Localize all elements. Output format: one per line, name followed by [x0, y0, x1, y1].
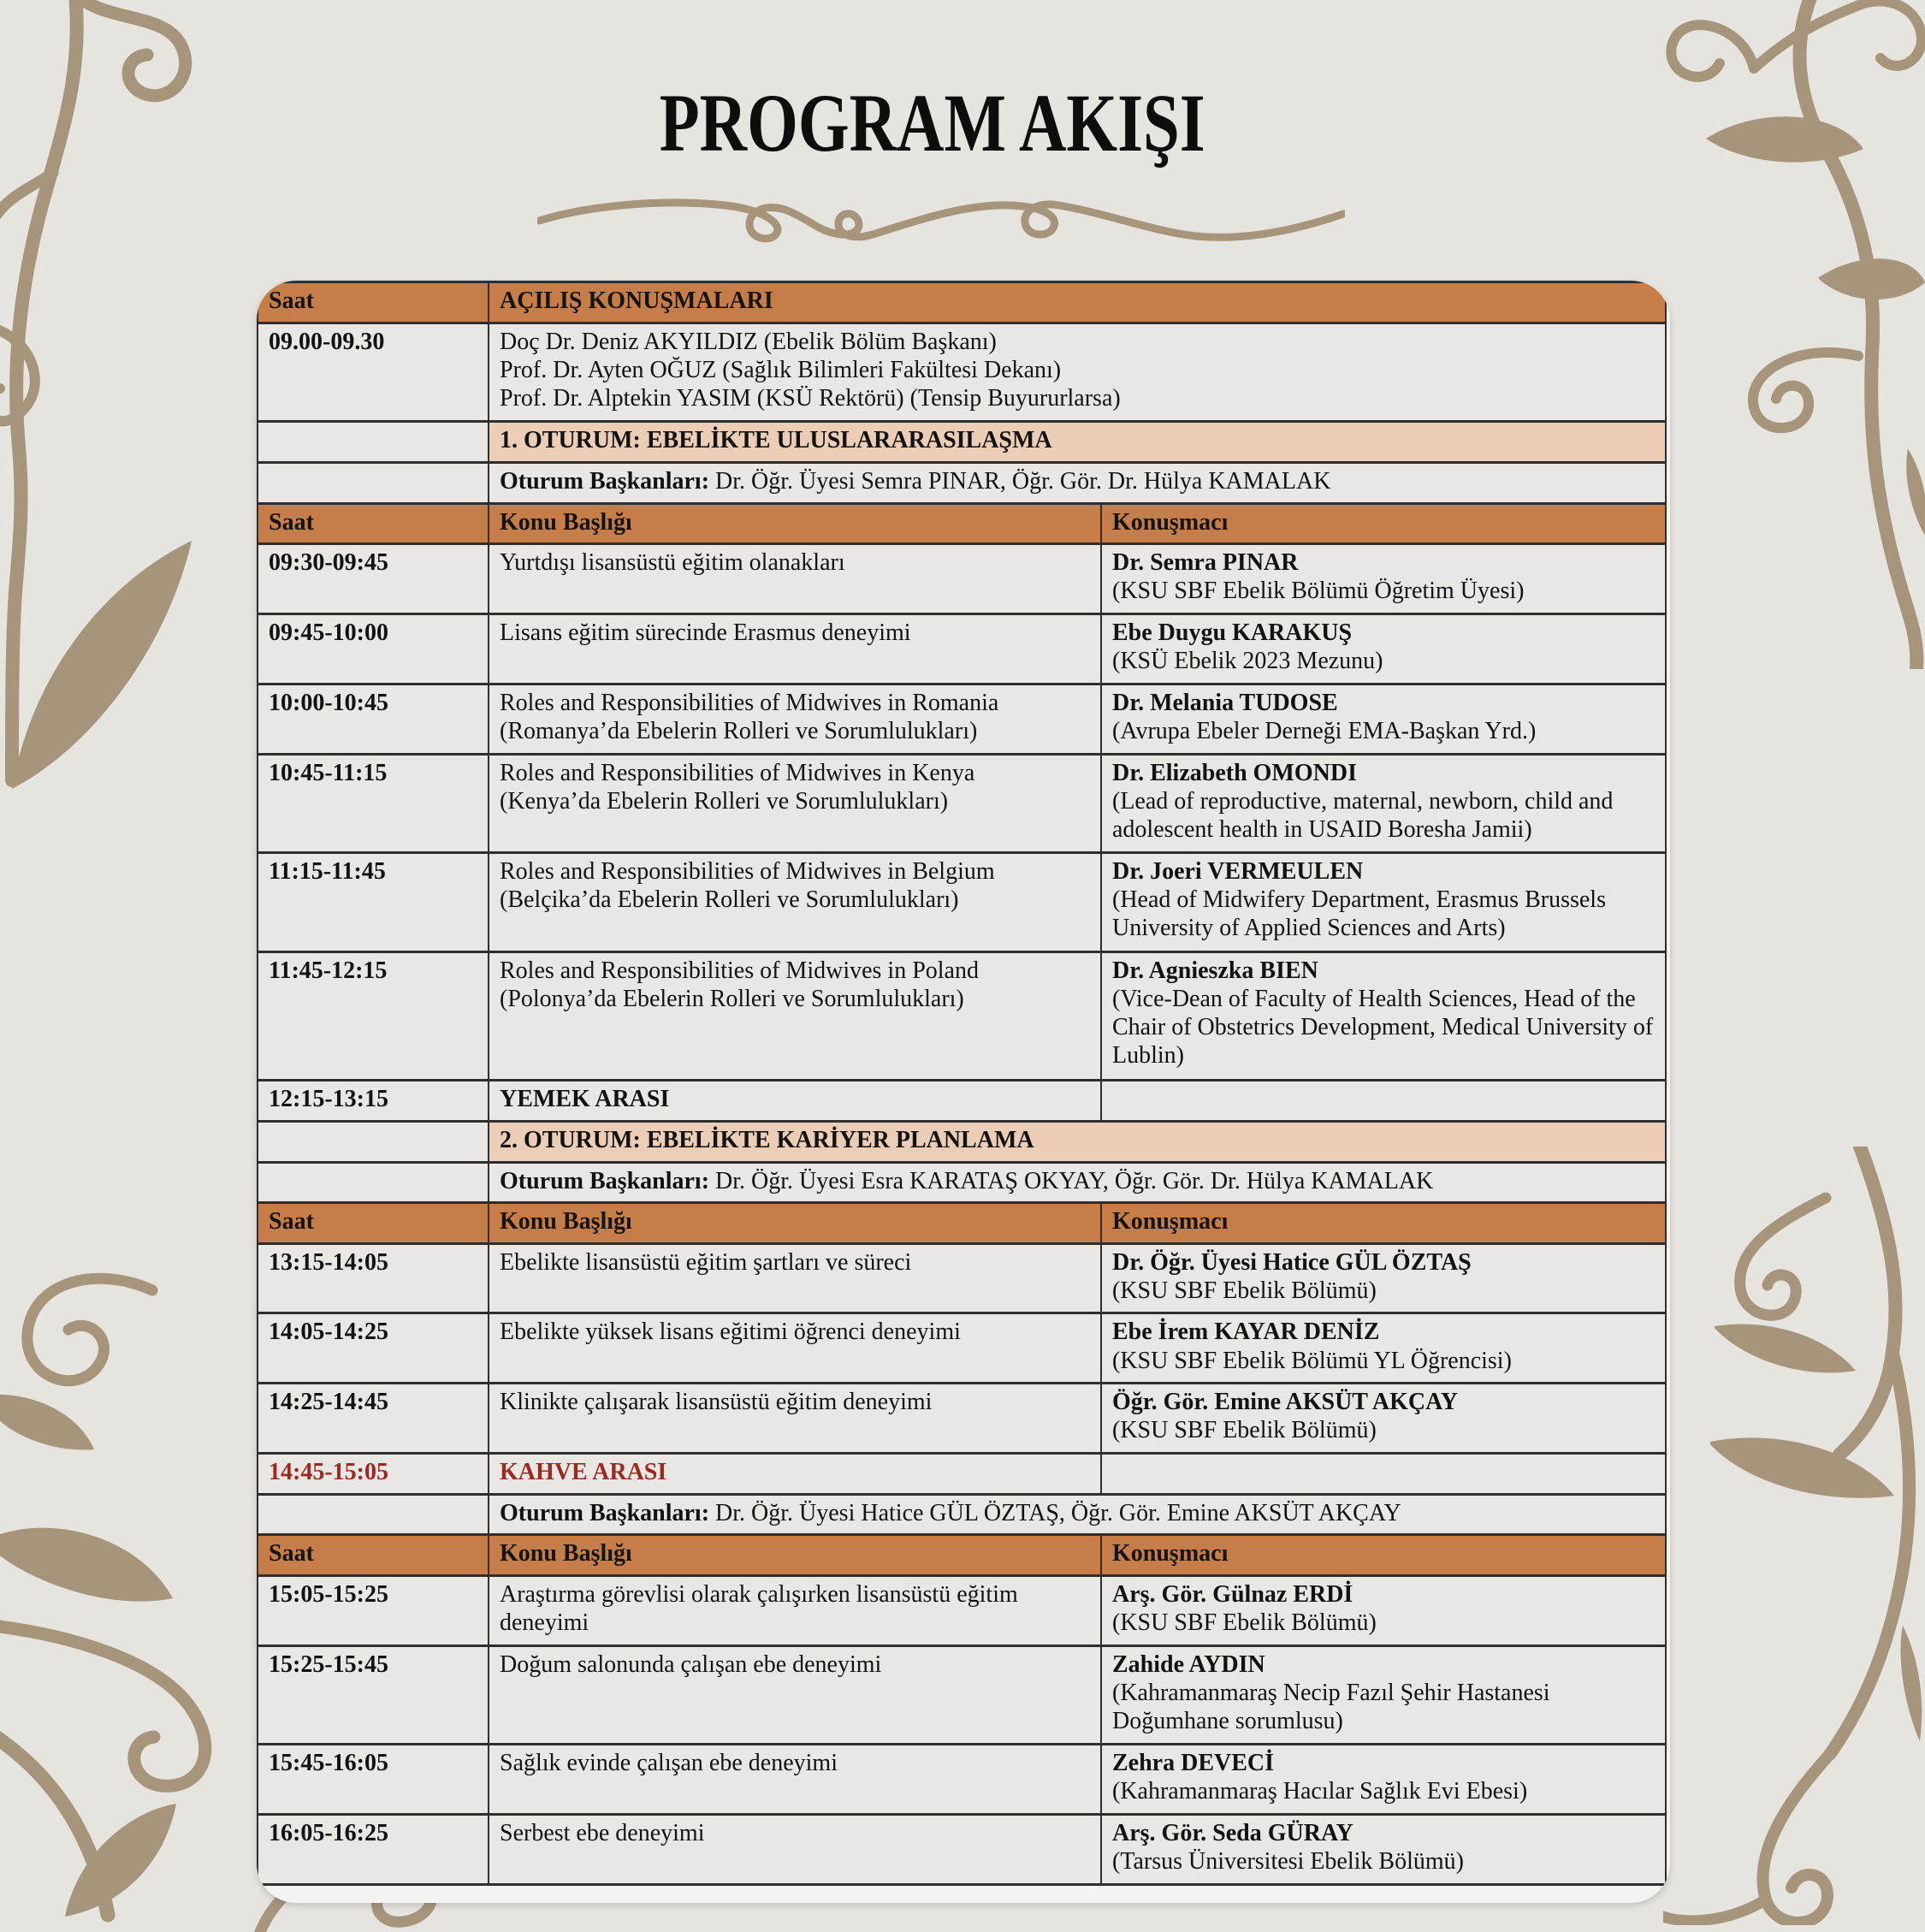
talk-speaker-cell [1101, 614, 1666, 684]
speaker-affiliation: (KSÜ Ebelik 2023 Mezunu) [1112, 648, 1383, 675]
talk-speaker-cell [1101, 853, 1666, 952]
talk-topic-line: Ebelikte lisansüstü eğitim şartları ve süreci [500, 1248, 912, 1276]
talk-time-cell: 09:45-10:00 [258, 614, 489, 684]
table-row-talk [258, 1645, 1666, 1745]
column-header-speaker: Konuşmacı [1101, 503, 1666, 544]
opening-time-cell: 09.00-09.30 [258, 323, 489, 422]
session-chairs-cell [489, 1494, 1666, 1535]
speaker-name: Ebe Duygu KARAKUŞ [1112, 619, 1353, 647]
speaker-name: Dr. Öğr. Üyesi Hatice GÜL ÖZTAŞ [1112, 1248, 1472, 1276]
speaker-affiliation: (Tarsus Üniversitesi Ebelik Bölümü) [1112, 1848, 1464, 1876]
talk-topic-cell [489, 754, 1101, 853]
column-header-speaker: Konuşmacı [1101, 1535, 1666, 1576]
speaker-affiliation: (Kahramanmaraş Hacılar Sağlık Evi Ebesi) [1112, 1778, 1528, 1805]
page-title: PROGRAM AKIŞI [660, 77, 1205, 169]
talk-time-cell: 14:05-14:25 [258, 1313, 489, 1384]
table-row-column-header [258, 1203, 1666, 1244]
table-row-column-header [258, 503, 1666, 544]
table-row-session-title [258, 422, 1666, 463]
empty-time-cell [258, 1494, 489, 1535]
column-header-time: Saat [258, 503, 489, 544]
chairs-label: Oturum Başkanları: [500, 468, 710, 495]
talk-speaker-cell [1101, 1243, 1666, 1313]
talk-topic-line: (Belçika’da Ebelerin Rolleri ve Sorumlulukları) [500, 886, 959, 914]
talk-speaker-cell [1101, 1815, 1666, 1885]
session-chairs-cell [489, 463, 1666, 504]
opening-speaker-line: Prof. Dr. Ayten OĞUZ (Sağlık Bilimleri Fakültesi Dekanı) [500, 356, 1062, 383]
talk-topic-line: (Polonya’da Ebelerin Rolleri ve Sorumlulukları) [500, 986, 964, 1013]
program-table [257, 281, 1667, 1886]
empty-time-cell [258, 1121, 489, 1162]
talk-topic-cell [489, 853, 1101, 952]
empty-time-cell [258, 463, 489, 504]
talk-speaker-cell [1101, 1575, 1666, 1645]
program-card [257, 281, 1670, 1903]
talk-topic-line: Yurtdışı lisansüstü eğitim olanakları [500, 549, 845, 577]
talk-topic-line: Roles and Responsibilities of Midwives in Poland [500, 957, 979, 985]
break-time-cell: 14:45-15:05 [258, 1453, 489, 1494]
talk-speaker-cell [1101, 1384, 1666, 1454]
talk-topic-cell [489, 1815, 1101, 1885]
speaker-affiliation: (KSU SBF Ebelik Bölümü Öğretim Üyesi) [1112, 578, 1525, 605]
table-row-talk [258, 952, 1666, 1081]
column-header-speaker: Konuşmacı [1101, 1203, 1666, 1244]
speaker-affiliation: (Kahramanmaraş Necip Fazıl Şehir Hastanesi Doğumhane sorumlusu) [1112, 1679, 1550, 1734]
session-title-cell: 1. OTURUM: EBELİKTE ULUSLARARASILAŞMA [489, 422, 1666, 463]
talk-speaker-cell [1101, 754, 1666, 853]
break-time-cell: 12:15-13:15 [258, 1081, 489, 1122]
column-header-topic: Konu Başlığı [489, 1203, 1101, 1244]
chairs-names: Dr. Öğr. Üyesi Hatice GÜL ÖZTAŞ, Öğr. Gör. Emine AKSÜT AKÇAY [709, 1499, 1401, 1526]
column-header-topic: Konu Başlığı [489, 503, 1101, 544]
talk-topic-cell [489, 1243, 1101, 1313]
talk-topic-line: Araştırma görevlisi olarak çalışırken lisansüstü eğitim deneyimi [500, 1580, 1018, 1636]
talk-topic-line: Sağlık evinde çalışan ebe deneyimi [500, 1750, 838, 1777]
talk-topic-line: Klinikte çalışarak lisansüstü eğitim deneyimi [500, 1389, 933, 1416]
table-row-talk [258, 1384, 1666, 1454]
break-title-cell: KAHVE ARASI [489, 1453, 1101, 1494]
talk-topic-cell [489, 614, 1101, 684]
break-title-cell: YEMEK ARASI [489, 1081, 1101, 1122]
table-row-talk [258, 684, 1666, 754]
talk-time-cell: 11:45-12:15 [258, 952, 489, 1081]
table-row-session-title [258, 1121, 1666, 1162]
speaker-affiliation: (KSU SBF Ebelik Bölümü) [1112, 1417, 1377, 1444]
opening-speaker-line: Doç Dr. Deniz AKYILDIZ (Ebelik Bölüm Başkanı) [500, 328, 997, 355]
talk-topic-cell [489, 684, 1101, 754]
speaker-name: Arş. Gör. Gülnaz ERDİ [1112, 1580, 1353, 1608]
floral-vine-right-icon [1663, 1147, 1925, 1925]
table-row-talk [258, 1313, 1666, 1384]
speaker-name: Ebe İrem KAYAR DENİZ [1112, 1319, 1380, 1346]
break-empty-cell [1101, 1081, 1666, 1122]
talk-time-cell: 15:05-15:25 [258, 1575, 489, 1645]
column-header-time: Saat [258, 1203, 489, 1244]
talk-topic-line: Roles and Responsibilities of Midwives in Romania [500, 689, 999, 716]
speaker-affiliation: (Vice-Dean of Faculty of Health Sciences, Head of the Chair of Obstetrics Development, Medical University of Lublin) [1112, 986, 1654, 1070]
opening-header-title: AÇILIŞ KONUŞMALARI [489, 282, 1666, 323]
talk-speaker-cell [1101, 684, 1666, 754]
speaker-affiliation: (KSU SBF Ebelik Bölümü) [1112, 1277, 1377, 1304]
talk-speaker-cell [1101, 544, 1666, 614]
table-row-talk [258, 1815, 1666, 1885]
speaker-name: Zahide AYDIN [1112, 1650, 1265, 1678]
talk-topic-cell [489, 952, 1101, 1081]
talk-topic-line: (Romanya’da Ebelerin Rolleri ve Sorumlulukları) [500, 717, 978, 744]
talk-time-cell: 10:00-10:45 [258, 684, 489, 754]
table-row-talk [258, 544, 1666, 614]
empty-time-cell [258, 1162, 489, 1203]
table-row-talk [258, 1575, 1666, 1645]
talk-time-cell: 10:45-11:15 [258, 754, 489, 853]
speaker-name: Zehra DEVECİ [1112, 1750, 1275, 1777]
talk-speaker-cell [1101, 952, 1666, 1081]
speaker-name: Dr. Semra PINAR [1112, 549, 1299, 577]
talk-speaker-cell [1101, 1313, 1666, 1384]
table-row-chairs [258, 1162, 1666, 1203]
talk-topic-cell [489, 1745, 1101, 1815]
table-row-talk [258, 1243, 1666, 1313]
talk-time-cell: 15:25-15:45 [258, 1645, 489, 1745]
program-table-body [258, 282, 1666, 1885]
talk-topic-cell [489, 544, 1101, 614]
speaker-name: Dr. Melania TUDOSE [1112, 689, 1338, 716]
empty-time-cell [258, 422, 489, 463]
table-row-opening-header [258, 282, 1666, 323]
table-row-column-header [258, 1535, 1666, 1576]
table-row-talk [258, 853, 1666, 952]
talk-topic-line: Lisans eğitim sürecinde Erasmus deneyimi [500, 619, 911, 647]
table-row-chairs [258, 1494, 1666, 1535]
talk-time-cell: 15:45-16:05 [258, 1745, 489, 1815]
talk-topic-line: Ebelikte yüksek lisans eğitimi öğrenci deneyimi [500, 1319, 961, 1346]
chairs-names: Dr. Öğr. Üyesi Esra KARATAŞ OKYAY, Öğr. Gör. Dr. Hülya KAMALAK [709, 1167, 1434, 1194]
speaker-name: Dr. Joeri VERMEULEN [1112, 858, 1364, 886]
break-empty-cell [1101, 1453, 1666, 1494]
speaker-name: Öğr. Gör. Emine AKSÜT AKÇAY [1112, 1389, 1459, 1416]
talk-topic-line: Roles and Responsibilities of Midwives in Kenya [500, 759, 975, 786]
talk-time-cell: 11:15-11:45 [258, 853, 489, 952]
talk-time-cell: 13:15-14:05 [258, 1243, 489, 1313]
opening-speaker-line: Prof. Dr. Alptekin YASIM (KSÜ Rektörü) (Tensip Buyururlarsa) [500, 384, 1121, 412]
talk-topic-cell [489, 1313, 1101, 1384]
page-title-wrap [0, 75, 1865, 170]
speaker-affiliation: (Head of Midwifery Department, Erasmus Brussels University of Applied Sciences and Arts) [1112, 886, 1606, 942]
column-header-time: Saat [258, 282, 489, 323]
swirl-divider-icon [537, 192, 1345, 246]
talk-time-cell: 14:25-14:45 [258, 1384, 489, 1454]
talk-topic-line: Doğum salonunda çalışan ebe deneyimi [500, 1650, 882, 1678]
speaker-affiliation: (KSU SBF Ebelik Bölümü) [1112, 1609, 1377, 1636]
table-row-talk [258, 614, 1666, 684]
talk-speaker-cell [1101, 1745, 1666, 1815]
speaker-name: Dr. Agnieszka BIEN [1112, 957, 1318, 985]
table-row-break [258, 1081, 1666, 1122]
opening-speakers-cell [489, 323, 1666, 422]
talk-speaker-cell [1101, 1645, 1666, 1745]
speaker-affiliation: (Avrupa Ebeler Derneği EMA-Başkan Yrd.) [1112, 717, 1537, 744]
column-header-time: Saat [258, 1535, 489, 1576]
table-row-talk [258, 754, 1666, 853]
talk-topic-cell [489, 1645, 1101, 1745]
session-title-cell: 2. OTURUM: EBELİKTE KARİYER PLANLAMA [489, 1121, 1666, 1162]
table-row-opening [258, 323, 1666, 422]
table-row-chairs [258, 463, 1666, 504]
session-chairs-cell [489, 1162, 1666, 1203]
talk-time-cell: 16:05-16:25 [258, 1815, 489, 1885]
chairs-label: Oturum Başkanları: [500, 1499, 710, 1526]
speaker-name: Dr. Elizabeth OMONDI [1112, 759, 1357, 786]
talk-topic-line: (Kenya’da Ebelerin Rolleri ve Sorumlulukları) [500, 787, 949, 815]
table-row-talk [258, 1745, 1666, 1815]
talk-topic-line: Serbest ebe deneyimi [500, 1820, 705, 1847]
speaker-affiliation: (KSU SBF Ebelik Bölümü YL Öğrencisi) [1112, 1347, 1512, 1374]
talk-topic-cell [489, 1384, 1101, 1454]
talk-topic-cell [489, 1575, 1101, 1645]
talk-time-cell: 09:30-09:45 [258, 544, 489, 614]
speaker-affiliation: (Lead of reproductive, maternal, newborn, child and adolescent health in USAID Boresha Jamii) [1112, 787, 1614, 843]
speaker-name: Arş. Gör. Seda GÜRAY [1112, 1820, 1353, 1847]
chairs-label: Oturum Başkanları: [500, 1167, 710, 1194]
talk-topic-line: Roles and Responsibilities of Midwives in Belgium [500, 858, 995, 886]
table-row-break [258, 1453, 1666, 1494]
column-header-topic: Konu Başlığı [489, 1535, 1101, 1576]
chairs-names: Dr. Öğr. Üyesi Semra PINAR, Öğr. Gör. Dr. Hülya KAMALAK [709, 468, 1331, 495]
